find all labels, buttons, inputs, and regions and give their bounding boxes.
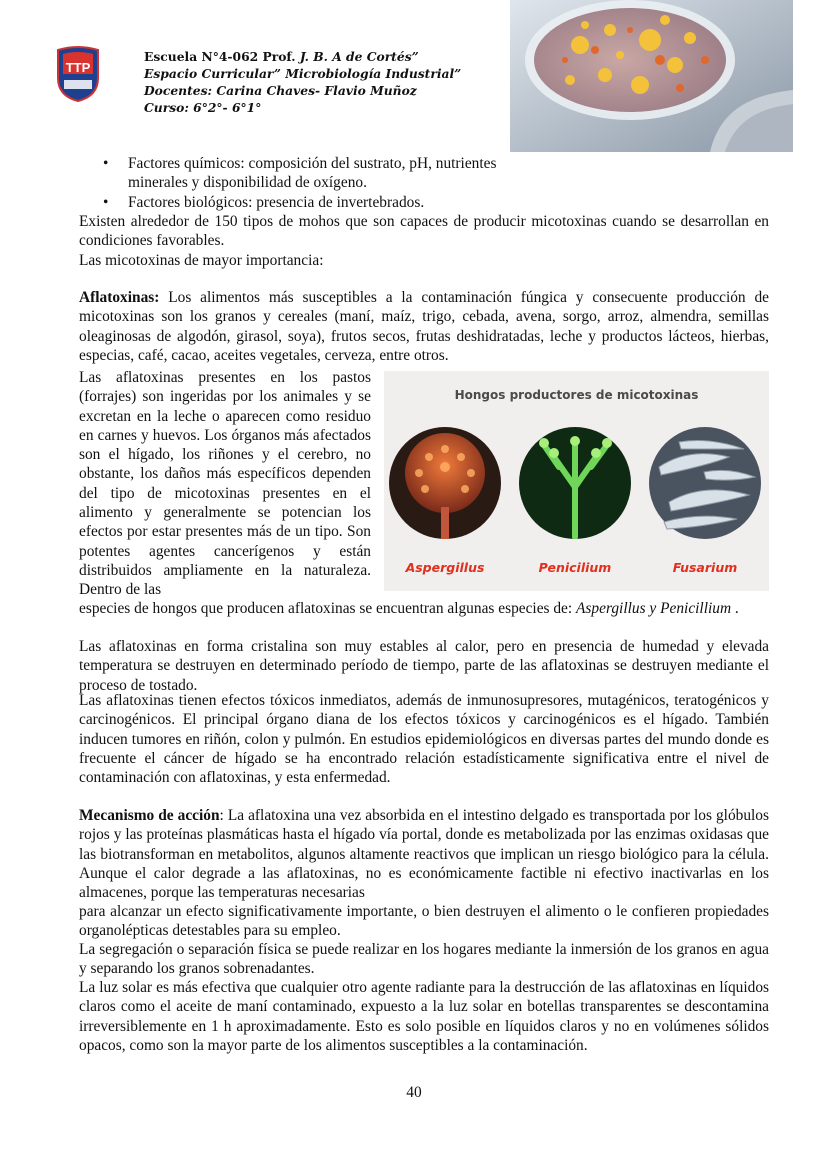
species-penicillium: Penicillium: [660, 600, 732, 617]
fusarium-image: [649, 427, 761, 539]
list-item: • Factores biológicos: presencia de invertebrados.: [103, 193, 503, 212]
paragraph-crystalline: Las aflatoxinas en forma cristalina son muy estables al calor, pero en presencia de humedad y elevada temperatura se destruyen en determinado período de tiempo, parte de las aflatoxinas se destruyen mediante el proceso de tostado.: [79, 638, 769, 694]
paragraph-reach-effect: para alcanzar un efecto significativamente importante, o bien destruyen el alimento o le confieren propiedades organolépticas detestables para su empleo.: [79, 903, 769, 940]
paragraph-species: especies de hongos que producen aflatoxinas se encuentran algunas especies de: Aspergillus y Penicillium .: [79, 600, 739, 617]
label-fusarium: Fusarium: [672, 560, 738, 575]
course: Curso: 6°2°- 6°1°: [144, 100, 262, 115]
figure-title: Hongos productores de micotoxinas: [454, 388, 699, 402]
header: [144, 48, 461, 116]
paragraph-150-molds: Existen alrededor de 150 tipos de mohos que son capaces de producir micotoxinas cuando se desarrollan en condiciones favorables.: [79, 213, 769, 250]
school-name: Escuela N°4-062 Prof. J. B. A de Cortés”: [144, 49, 419, 64]
aspergillus-image: [389, 427, 501, 539]
label-penicilium: Penicilium: [538, 560, 612, 575]
page-number: 40: [406, 1084, 422, 1101]
label-aspergillus: Aspergillus: [405, 560, 485, 575]
heading-mechanism: Mecanismo de acción: [79, 807, 220, 824]
factors-list: [103, 154, 503, 212]
paragraph-important-mycotoxins: Las micotoxinas de mayor importancia:: [79, 252, 324, 269]
paragraph-pastures: Las aflatoxinas presentes en los pastos (forrajes) son ingeridas por los animales y se excretan en la leche o aparecen como residuo en carnes y huevos. Los órganos más afectados son el hígado, los riñones y el cerebro, no obstante, los daños más específicos dependen del tipo de micotoxinas presentes en el alimento y generalmente se potencian los efectos por estar presentes más de un tipo. Son potentes agentes cancerígenos y están distribuidos ampliamente en la naturaleza. Dentro de las: [79, 369, 371, 599]
penicilium-image: [519, 427, 631, 539]
fungi-figure: [384, 371, 769, 591]
logo-text: TTP: [65, 60, 91, 75]
paragraph-aflatoxins: Aflatoxinas: Los alimentos más susceptibles a la contaminación fúngica y consecuente producción de micotoxinas son los granos y cereales (maní, maíz, trigo, cebada, avena, sorgo, arroz, almendra, semillas oleaginosas de algodón, girasol, soya), frutos secos, frutas deshidratadas, leche y productos lácteos, hierbas, especias, café, cacao, aceites vegetales, cerveza, entre otros.: [79, 289, 769, 364]
list-item: • Factores químicos: composición del sustrato, pH, nutrientes minerales y disponibilidad de oxígeno.: [103, 154, 503, 193]
curricular-space: Espacio Curricular” Microbiología Industrial”: [144, 66, 462, 81]
paragraph-segregation: La segregación o separación física se puede realizar en los hogares mediante la inmersión de los granos en agua y separando los granos sobrenadantes.: [79, 941, 769, 978]
school-logo: [55, 44, 101, 102]
teachers: Docentes: Carina Chaves- Flavio Muñoz: [144, 83, 417, 98]
paragraph-toxic-effects: Las aflatoxinas tienen efectos tóxicos inmediatos, además de inmunosupresores, mutagénicos, teratogénicos y carcinogénicos. El principal órgano diana de los efectos tóxicos y carcinogénicos es el hígado. También inducen tumores en riñón, colon y pulmón. En estudios epidemiológicos en diversas partes del mundo donde es frecuente el cáncer de hígado se ha encontrado relación estadísticamente significativa entre el nivel de contaminación con aflatoxinas, y esta enfermedad.: [79, 692, 769, 787]
paragraph-sunlight: La luz solar es más efectiva que cualquier otro agente radiante para la destrucción de las aflatoxinas en líquidos claros como el aceite de maní contaminado, expuesto a la luz solar en botellas transparentes se descontamina irreversiblemente en 1 h aproximadamente. Esto es solo posible en líquidos claros y no en volúmenes sólidos opacos, como son la mayor parte de los alimentos susceptibles a la contaminación.: [79, 979, 769, 1054]
heading-aflatoxins: Aflatoxinas:: [79, 289, 160, 306]
petri-dish-photo: [510, 0, 793, 152]
species-aspergillus: Aspergillus: [576, 600, 646, 617]
paragraph-mechanism: Mecanismo de acción: La aflatoxina una vez absorbida en el intestino delgado es transportada por los glóbulos rojos y las proteínas plasmáticas hasta el hígado vía portal, donde es metabolizada por las enzimas oxidasas que las biotransforman en metabolitos, algunos altamente reactivos que implican un riesgo biológico para la célula. Aunque el calor degrade a las aflatoxinas, no es económicamente factible ni efectivo inactivarlas en los almacenes, porque las temperaturas necesarias: [79, 807, 769, 902]
